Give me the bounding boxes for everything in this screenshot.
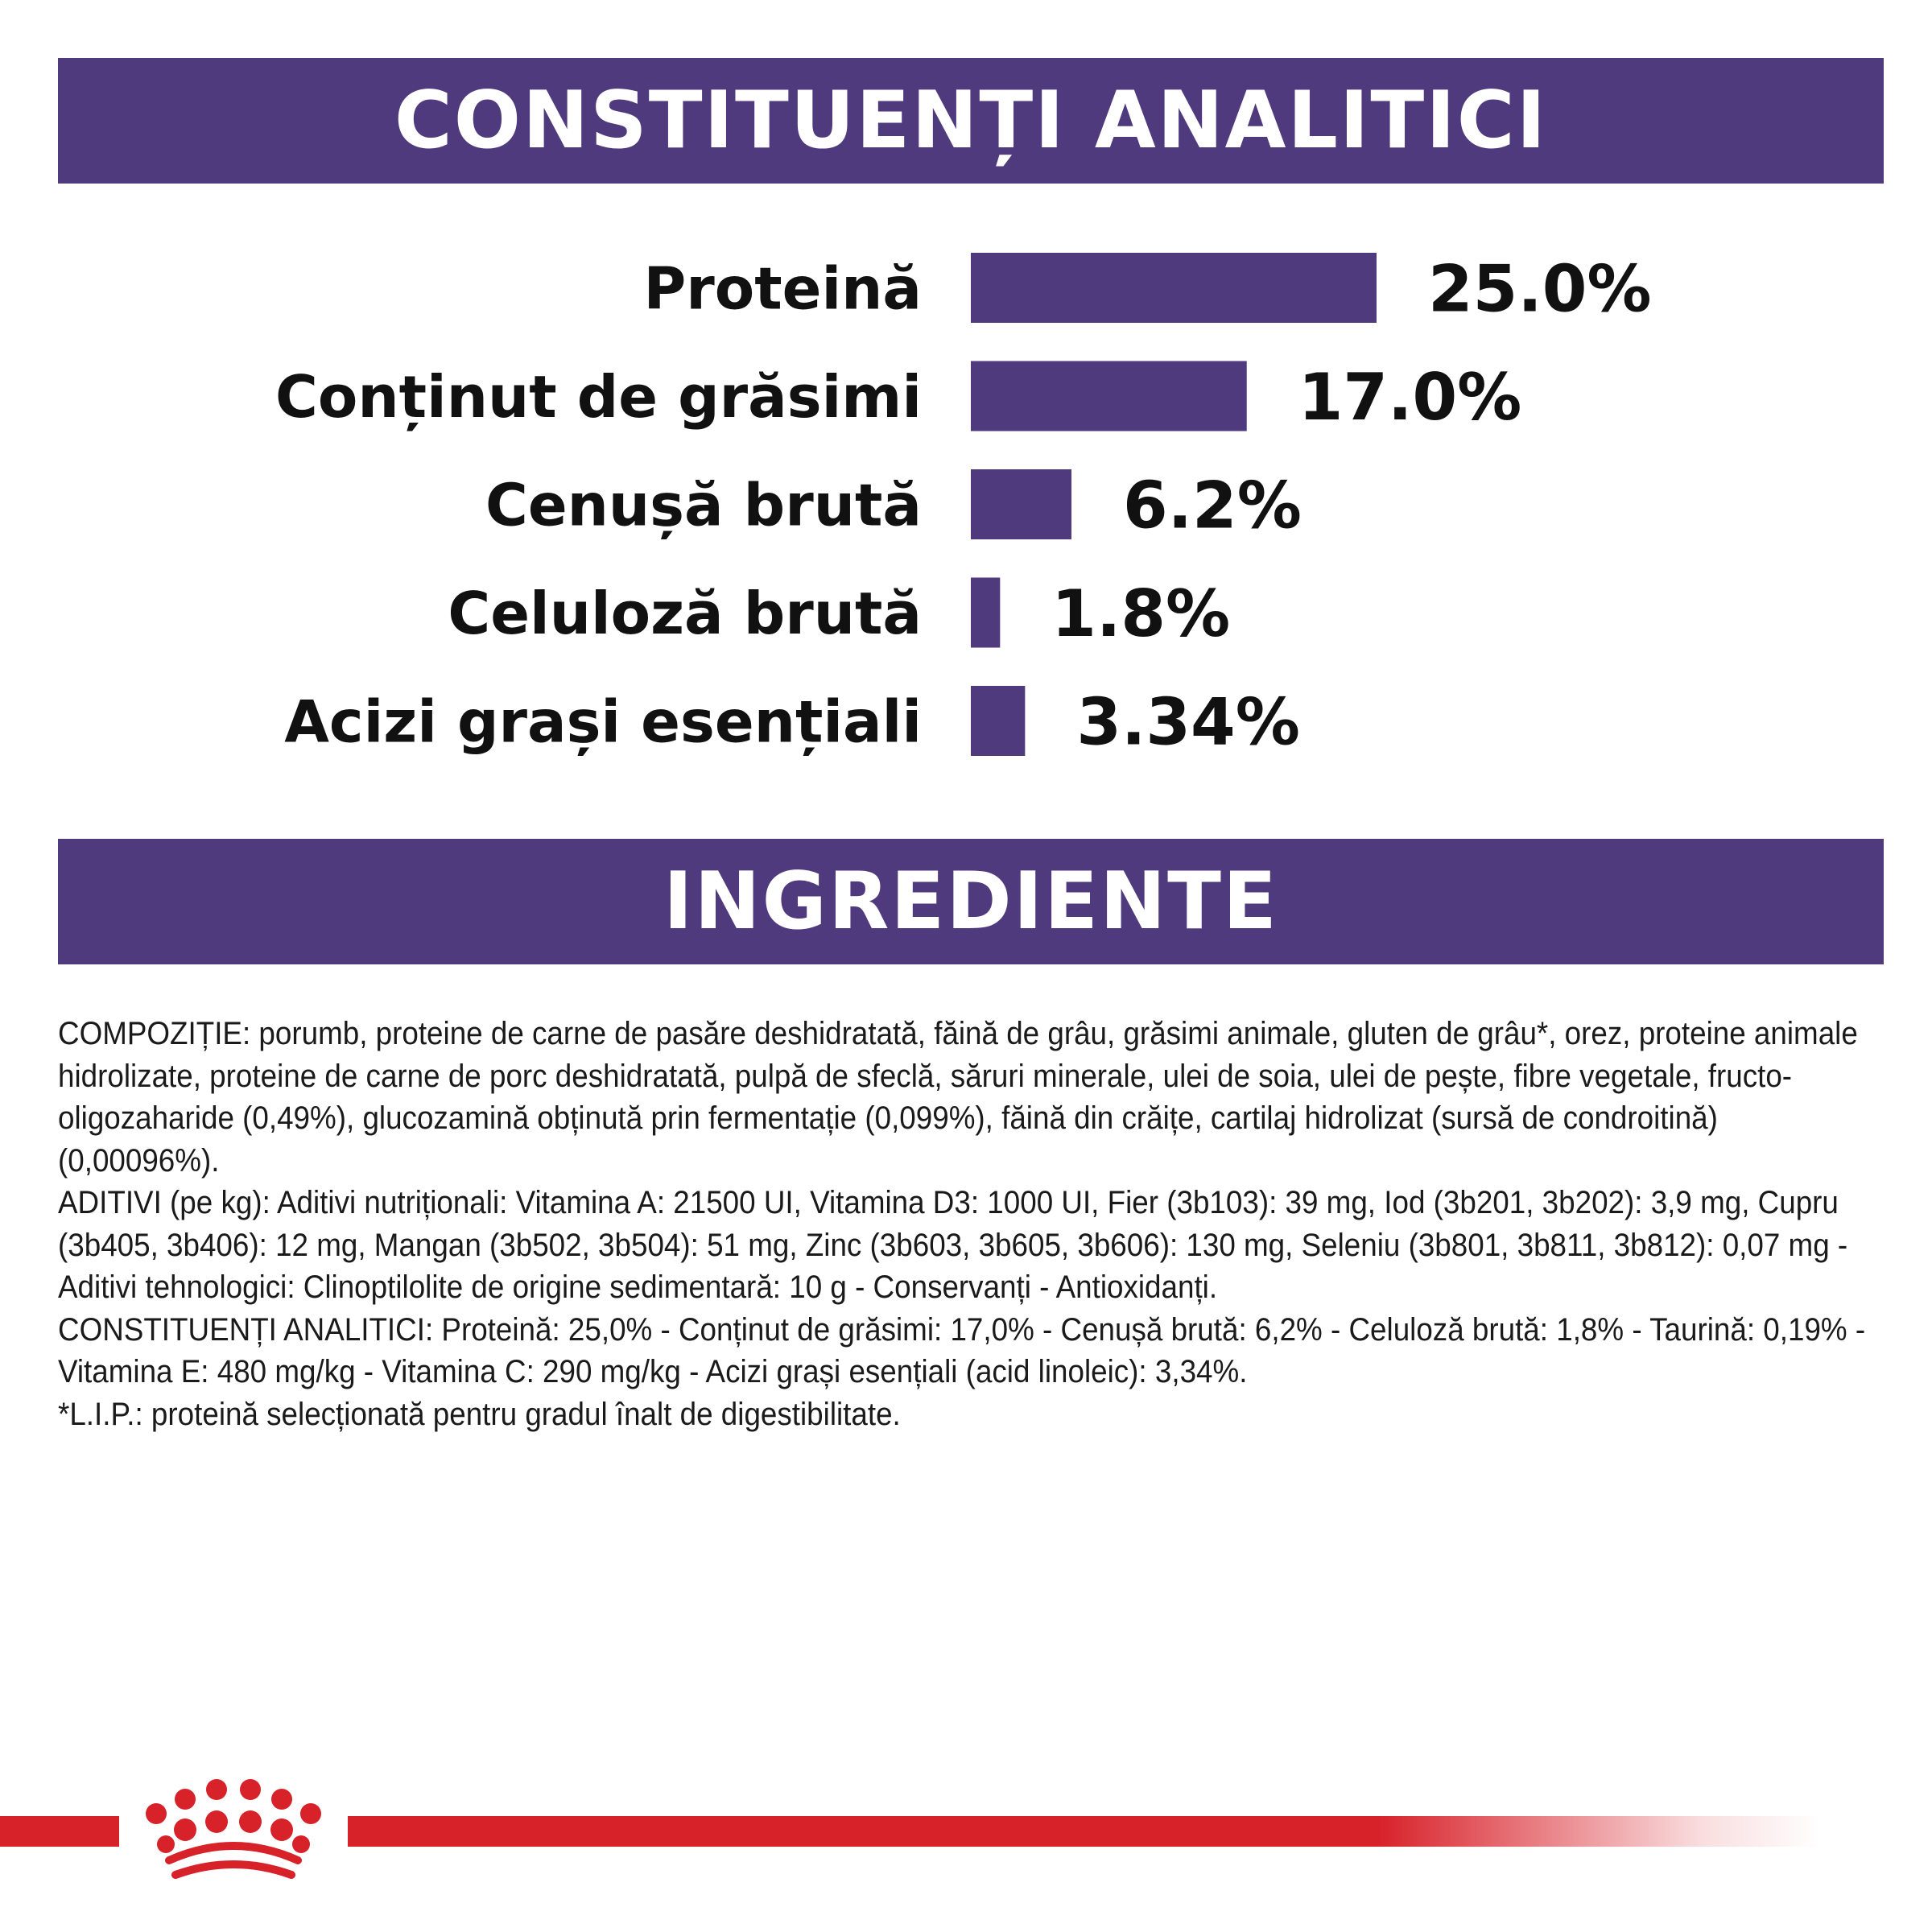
category-label-continut-de-grasimi: Conținut de grăsimi [275, 363, 922, 431]
ingredients-text-block [58, 1013, 1866, 1435]
value-label-proteina: 25.0% [1428, 251, 1652, 327]
composition-paragraph: COMPOZIȚIE: porumb, proteine de carne de pasăre deshidratată, făină de grâu, grăsimi animale, gluten de grâu*, orez, proteine animale hidrolizate, proteine de carne de porc deshidratată, pulpă de sfeclă, săruri minerale, ulei de soia, ulei de pește, fibre vegetale, fructo-oligozaharide (0,49%), glucozamină obținută prin fermentație (0,099%), făină din crăițe, cartilaj hidrolizat (sursă de condroitină) (0,00096%). [58, 1016, 1858, 1179]
value-label-celuloza-bruta: 1.8% [1051, 576, 1231, 651]
bar-acizi-grasi-esentiali [971, 686, 1025, 756]
value-label-acizi-grasi-esentiali: 3.34% [1076, 684, 1300, 760]
category-label-acizi-grasi-esentiali: Acizi grași esențiali [284, 687, 922, 756]
bar-cenusa-bruta [971, 469, 1071, 539]
analytic-constituents-paragraph: CONSTITUENȚI ANALITICI: Proteină: 25,0% - Conținut de grăsimi: 17,0% - Cenușă brută: 6,2% - Celuloză brută: 1,8% - Taurină: 0,19% - Vitamina E: 480 mg/kg - Vitamina C: 290 mg/kg - Acizi grași esențiali (acid linoleic): 3,34%. [58, 1311, 1866, 1389]
bar-proteina [971, 253, 1377, 323]
bar-continut-de-grasimi [971, 361, 1247, 431]
analytic-constituents-banner [58, 58, 1884, 184]
footer-red-line-left [0, 1816, 119, 1847]
additives-paragraph: ADITIVI (pe kg): Aditivi nutriționali: Vitamina A: 21500 UI, Vitamina D3: 1000 UI, Fier (3b103): 39 mg, Iod (3b201, 3b202): 3,9 mg, Cupru (3b405, 3b406): 12 mg, Mangan (3b502, 3b504): 51 mg, Zinc (3b603, 3b605, 3b606): 130 mg, Seleniu (3b801, 3b811, 3b812): 0,07 mg - Aditivi tehnologici: Clinoptilolite de origine sedimentară: 10 g - Conservanți - Antioxidanți. [58, 1185, 1848, 1305]
value-label-continut-de-grasimi: 17.0% [1298, 360, 1522, 435]
analytic-constituents-title: CONSTITUENȚI ANALITICI [394, 75, 1548, 167]
value-label-cenusa-bruta: 6.2% [1122, 468, 1302, 543]
bar-chart-svg [0, 233, 1932, 797]
lip-footnote: *L.I.P.: proteină selecționată pentru gradul înalt de digestibilitate. [58, 1396, 901, 1432]
analytic-bar-chart [0, 233, 1932, 797]
category-label-proteina: Proteină [643, 254, 922, 323]
ingredients-banner [58, 839, 1884, 964]
royal-crown-icon [135, 1775, 336, 1884]
footer-red-line-right [348, 1816, 1821, 1847]
ingredients-title: INGREDIENTE [663, 856, 1278, 947]
category-label-celuloza-bruta: Celuloză brută [448, 580, 922, 647]
category-label-cenusa-bruta: Cenușă brută [485, 471, 922, 539]
bar-celuloza-bruta [971, 578, 1000, 648]
